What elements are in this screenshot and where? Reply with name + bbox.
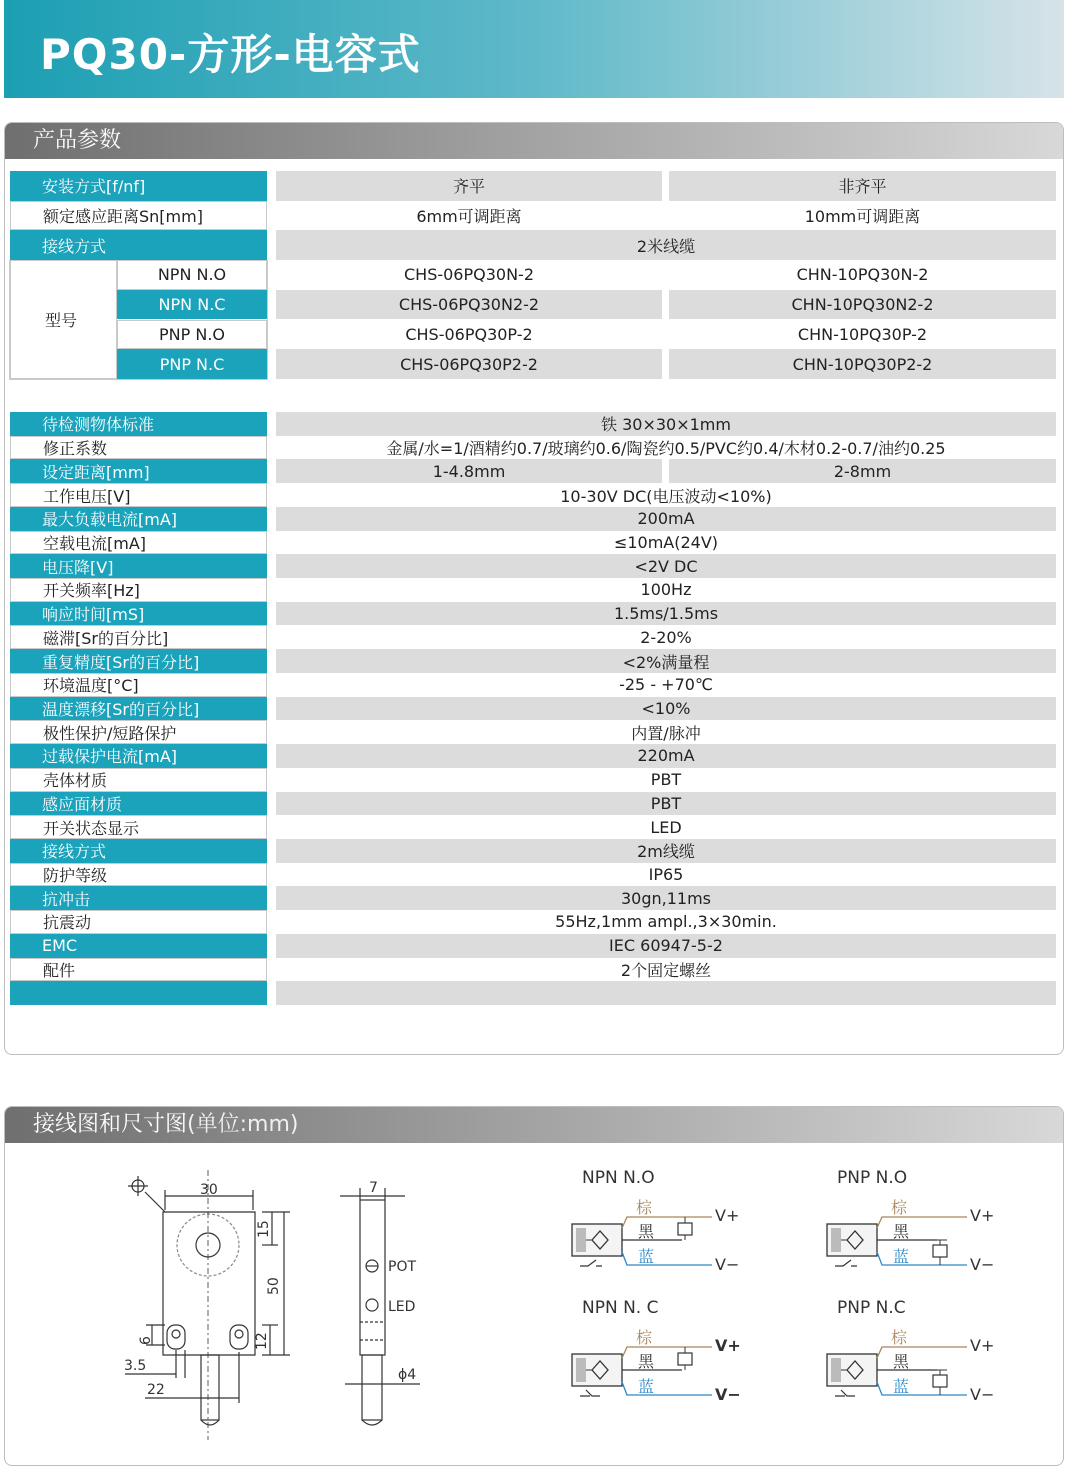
switch-symbol [835, 1260, 857, 1266]
load-symbol [678, 1223, 692, 1235]
spec-value: <2%满量程 [276, 649, 1056, 673]
spec-value: 2-20% [276, 625, 1056, 649]
model-nonflush: CHN-10PQ30N2-2 [669, 290, 1056, 320]
spec-label: 配件 [10, 958, 267, 982]
page-title: PQ30-方形-电容式 [40, 30, 421, 79]
spec-label: 电压降[V] [10, 554, 267, 578]
spec-label: 重复精度[Sr的百分比] [10, 649, 267, 673]
spec-value: <10% [276, 697, 1056, 721]
model-nonflush: CHN-10PQ30P-2 [669, 320, 1056, 350]
wire-blue-label: 蓝 [638, 1377, 655, 1396]
model-flush: CHS-06PQ30P-2 [276, 320, 662, 350]
vplus-label: V+ [970, 1336, 995, 1355]
spec-label: EMC [10, 934, 267, 958]
dim-height-12: 12 [254, 1332, 270, 1350]
dim-height-50: 50 [266, 1277, 282, 1295]
model-flush: CHS-06PQ30N-2 [276, 260, 662, 290]
spec-label: 最大负载电流[mA] [10, 507, 267, 531]
spec-value-flush: 6mm可调距离 [276, 201, 662, 231]
wire-brown-label: 棕 [891, 1328, 908, 1347]
spec-value: 内置/脉冲 [276, 720, 1056, 744]
spec-value: PBT [276, 792, 1056, 816]
model-label: 型号 [10, 260, 117, 379]
spec-value-flush: 1-4.8mm [276, 459, 662, 483]
vminus-label: V− [715, 1385, 741, 1404]
spec-value: 2个固定螺丝 [276, 958, 1056, 982]
spec-value: 100Hz [276, 578, 1056, 602]
model-nonflush: CHN-10PQ30P2-2 [669, 349, 1056, 379]
spec-label: 修正系数 [10, 436, 267, 460]
spec-label: 环境温度[°C] [10, 673, 267, 697]
pot-label: POT [388, 1259, 417, 1275]
spec-value: <2V DC [276, 554, 1056, 578]
vminus-label: V− [970, 1385, 995, 1404]
wiring-title: PNP N.O [837, 1168, 908, 1188]
model-type: NPN N.C [117, 290, 267, 320]
spec-label: 抗冲击 [10, 886, 267, 910]
wiring-title: NPN N.O [582, 1168, 655, 1188]
spec-label: 防护等级 [10, 863, 267, 887]
vminus-label: V− [715, 1255, 740, 1274]
wire-blue-label: 蓝 [638, 1247, 655, 1266]
section2-unit-text: (单位:mm) [187, 1112, 299, 1137]
spec-value: 30gn,11ms [276, 886, 1056, 910]
dim-22: 22 [147, 1382, 165, 1398]
spec-label: 抗震动 [10, 910, 267, 934]
wiring-diagram [572, 1168, 739, 1274]
wire-brown-label: 棕 [636, 1328, 653, 1347]
wire-black-label: 黑 [893, 1222, 910, 1241]
load-symbol [933, 1375, 947, 1387]
spec-label: 接线方式 [10, 230, 267, 260]
model-flush: CHS-06PQ30P2-2 [276, 349, 662, 379]
spec-value: IEC 60947-5-2 [276, 934, 1056, 958]
wire-black-label: 黑 [638, 1222, 655, 1241]
switch-symbol [580, 1260, 602, 1266]
spec-label: 开关状态显示 [10, 815, 267, 839]
spec-label: 额定感应距离Sn[mm] [10, 201, 267, 231]
spec-value: 200mA [276, 507, 1056, 531]
dim-side-7: 7 [369, 1180, 378, 1196]
spec-label: 过载保护电流[mA] [10, 744, 267, 768]
vplus-label: V+ [970, 1206, 995, 1225]
model-flush: CHS-06PQ30N2-2 [276, 290, 662, 320]
vplus-label: V+ [715, 1206, 740, 1225]
wiring-title: PNP N.C [837, 1298, 906, 1318]
spec-label: 感应面材质 [10, 792, 267, 816]
model-type: NPN N.O [117, 260, 267, 290]
wiring-diagram [827, 1168, 994, 1274]
wire-blue-label: 蓝 [893, 1377, 910, 1396]
wire-brown-label: 棕 [891, 1198, 908, 1217]
model-nonflush: CHN-10PQ30N-2 [669, 260, 1056, 290]
spec-label: 磁滞[Sr的百分比] [10, 625, 267, 649]
spec-value-nonflush: 非齐平 [669, 171, 1056, 201]
wire-black-label: 黑 [638, 1352, 655, 1371]
dim-hole-6: 6 [138, 1336, 154, 1345]
section-title-text: 产品参数 [33, 128, 122, 153]
switch-symbol [580, 1390, 600, 1396]
cable-diameter-label: ϕ4 [398, 1367, 417, 1383]
spec-label: 空载电流[mA] [10, 531, 267, 555]
spec-value: PBT [276, 768, 1056, 792]
spec-value: 2m线缆 [276, 839, 1056, 863]
spec-value: 55Hz,1mm ampl.,3×30min. [276, 910, 1056, 934]
spec-value: 金属/水=1/酒精约0.7/玻璃约0.6/陶瓷约0.5/PVC约0.4/木材0.2-0.7/油约0.25 [276, 436, 1056, 460]
spec-value-nonflush: 10mm可调距离 [669, 201, 1056, 231]
spec-value [276, 981, 1056, 1005]
spec-value-nonflush: 2-8mm [669, 459, 1056, 483]
switch-symbol [835, 1390, 855, 1396]
spec-label [10, 981, 267, 1005]
spec-value: LED [276, 815, 1056, 839]
load-symbol [933, 1245, 947, 1257]
model-type: PNP N.C [117, 349, 267, 379]
wiring-title: NPN N. C [582, 1298, 659, 1318]
led-label: LED [388, 1299, 416, 1315]
wire-blue-label: 蓝 [893, 1247, 910, 1266]
wiring-diagram [572, 1298, 741, 1404]
spec-value: 2米线缆 [276, 230, 1056, 260]
wire-brown-label: 棕 [636, 1198, 653, 1217]
spec-value: -25 - +70℃ [276, 673, 1056, 697]
spec-label: 极性保护/短路保护 [10, 720, 267, 744]
section2-title-text: 接线图和尺寸图 [33, 1112, 188, 1137]
dim-height-15: 15 [256, 1220, 272, 1238]
load-symbol [678, 1353, 692, 1365]
spec-label: 工作电压[V] [10, 483, 267, 507]
spec-value-flush: 齐平 [276, 171, 662, 201]
vminus-label: V− [970, 1255, 995, 1274]
spec-value: 铁 30×30×1mm [276, 412, 1056, 436]
dim-3-5: 3.5 [124, 1358, 147, 1374]
spec-value: 220mA [276, 744, 1056, 768]
wire-black-label: 黑 [893, 1352, 910, 1371]
spec-label: 待检测物体标准 [10, 412, 267, 436]
spec-value: 1.5ms/1.5ms [276, 602, 1056, 626]
spec-value: ≤10mA(24V) [276, 531, 1056, 555]
spec-label: 壳体材质 [10, 768, 267, 792]
spec-label: 安装方式[f/nf] [10, 171, 267, 201]
spec-label: 响应时间[mS] [10, 602, 267, 626]
spec-value: 10-30V DC(电压波动<10%) [276, 483, 1056, 507]
spec-label: 温度漂移[Sr的百分比] [10, 697, 267, 721]
vplus-label: V+ [715, 1336, 741, 1355]
spec-label: 设定距离[mm] [10, 459, 267, 483]
dim-width-30: 30 [200, 1182, 218, 1198]
model-type: PNP N.O [117, 320, 267, 350]
spec-label: 接线方式 [10, 839, 267, 863]
spec-value: IP65 [276, 863, 1056, 887]
spec-label: 开关频率[Hz] [10, 578, 267, 602]
wiring-diagram [827, 1298, 994, 1404]
